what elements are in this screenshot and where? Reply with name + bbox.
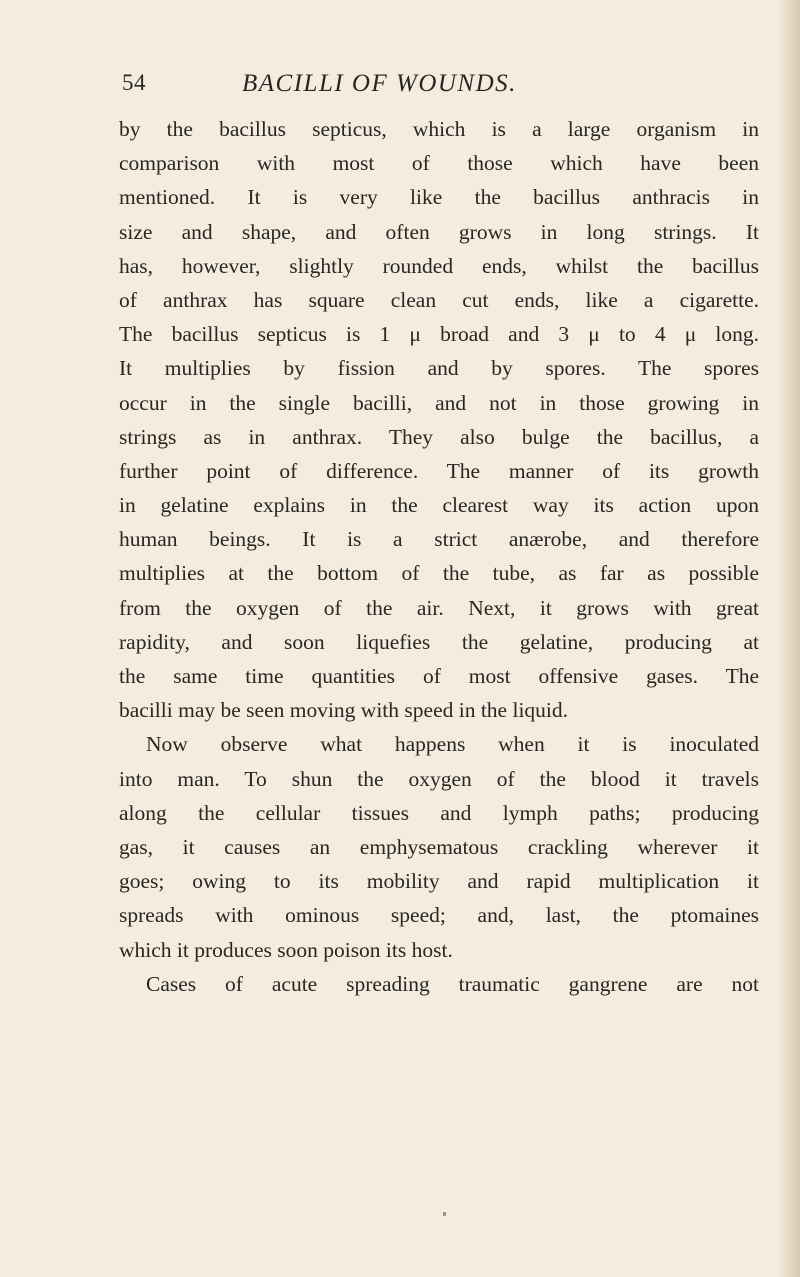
running-title: BACILLI OF WOUNDS. bbox=[242, 70, 517, 97]
text-line: rapidity, and soon liquefies the gelatine, producing at bbox=[119, 629, 759, 654]
text-line: human beings. It is a strict anærobe, and therefore bbox=[119, 527, 759, 552]
print-speck bbox=[443, 1212, 446, 1216]
text-line: by the bacillus septicus, which is a large organism in bbox=[119, 117, 759, 141]
text-line: further point of difference. The manner of its growth bbox=[119, 458, 759, 483]
text-line: comparison with most of those which have been bbox=[119, 151, 759, 176]
text-line: The bacillus septicus is 1 μ broad and 3 μ to 4 μ long. bbox=[119, 322, 759, 347]
text-line: in gelatine explains in the clearest way its action upon bbox=[119, 493, 759, 518]
text-line: bacilli may be seen moving with speed in the liquid. bbox=[119, 698, 569, 723]
page-edge-shadow bbox=[778, 0, 800, 1277]
text-line: occur in the single bacilli, and not in those growing in bbox=[119, 390, 759, 415]
page-header bbox=[122, 70, 682, 110]
text-line: size and shape, and often grows in long strings. It bbox=[119, 219, 759, 244]
text-line: which it produces soon poison its host. bbox=[119, 937, 453, 962]
text-line: of anthrax has square clean cut ends, like a cigarette. bbox=[119, 287, 759, 312]
text-line: Cases of acute spreading traumatic gangrene are not bbox=[146, 971, 759, 996]
text-line: It multiplies by fission and by spores. The spores bbox=[119, 356, 759, 381]
page-number: 54 bbox=[122, 70, 146, 95]
text-line: strings as in anthrax. They also bulge the bacillus, a bbox=[119, 424, 759, 449]
body-text bbox=[119, 112, 759, 1001]
text-line: gas, it causes an emphysematous crackling wherever it bbox=[119, 834, 759, 859]
text-line: mentioned. It is very like the bacillus anthracis in bbox=[119, 185, 759, 210]
text-line: along the cellular tissues and lymph paths; producing bbox=[119, 800, 759, 825]
text-line: spreads with ominous speed; and, last, the ptomaines bbox=[119, 903, 759, 928]
text-line: goes; owing to its mobility and rapid multiplication it bbox=[119, 869, 759, 894]
text-line: has, however, slightly rounded ends, whilst the bacillus bbox=[119, 253, 759, 278]
text-line: from the oxygen of the air. Next, it grows with great bbox=[119, 595, 759, 620]
text-line: the same time quantities of most offensive gases. The bbox=[119, 664, 759, 688]
text-line: Now observe what happens when it is inoculated bbox=[146, 732, 759, 757]
text-line: into man. To shun the oxygen of the blood it travels bbox=[119, 766, 759, 791]
text-line: multiplies at the bottom of the tube, as far as possible bbox=[119, 561, 759, 586]
